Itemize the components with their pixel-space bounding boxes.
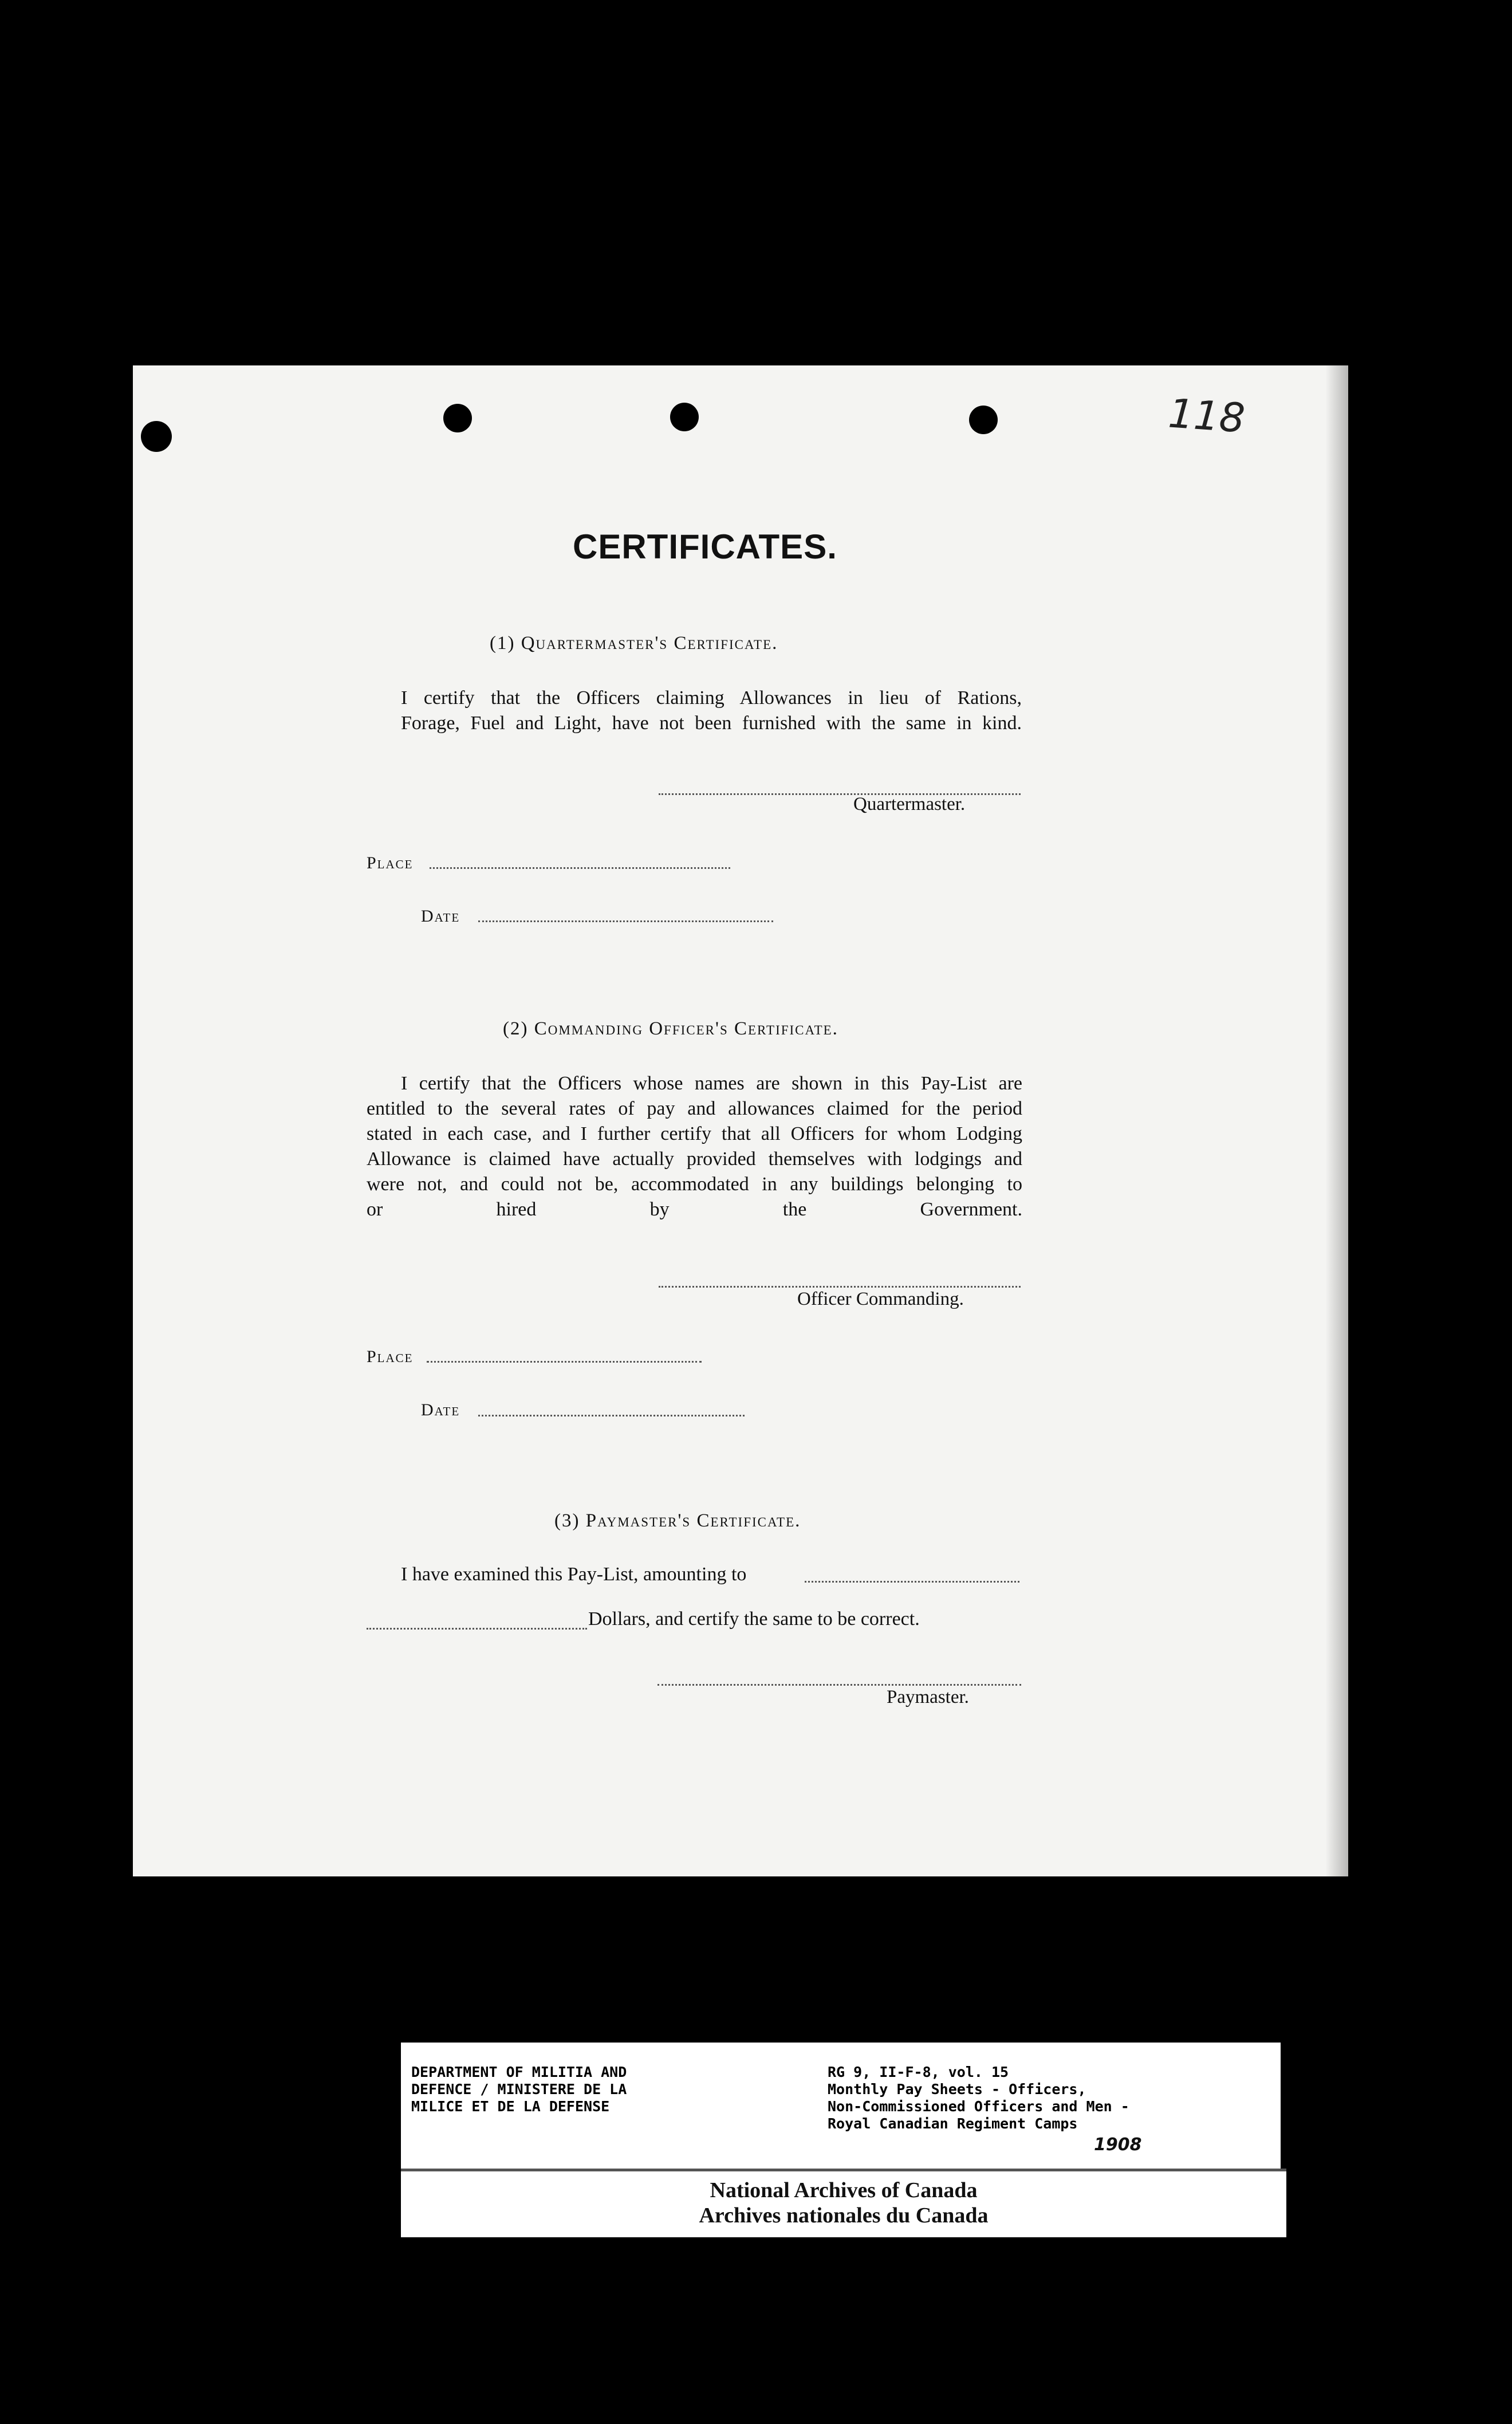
- page-title: CERTIFICATES.: [573, 528, 837, 566]
- label-divider: [401, 2169, 1286, 2171]
- quartermaster-heading: (1) Quartermaster's Certificate.: [490, 633, 778, 654]
- fonds-line: DEPARTMENT OF MILITIA AND: [411, 2064, 627, 2080]
- reference-details: [828, 2064, 1129, 2132]
- paymaster-line-1: I have examined this Pay-List, amounting to: [401, 1564, 747, 1585]
- date-label: Date: [421, 1400, 460, 1419]
- paymaster-heading: (3) Paymaster's Certificate.: [554, 1510, 801, 1531]
- commanding-officer-signature-line: [659, 1286, 1021, 1288]
- text-line: Forage, Fuel and Light, have not been furnished with the same in kind.: [401, 713, 1022, 734]
- date-field[interactable]: [478, 920, 773, 922]
- punch-hole: [443, 404, 472, 432]
- reference-line: Non-Commissioned Officers and Men -: [828, 2098, 1129, 2115]
- place-label: Place: [367, 1347, 414, 1366]
- text-line: I certify that the Officers whose names are shown in this Pay-List are: [401, 1073, 1022, 1094]
- punch-hole: [670, 403, 699, 431]
- text-line: Allowance is claimed have actually provided themselves with lodgings and: [367, 1148, 1022, 1170]
- date-field[interactable]: [478, 1415, 745, 1416]
- page-shadow: [1325, 365, 1348, 1876]
- punch-hole: [141, 421, 172, 452]
- paymaster-role: Paymaster.: [887, 1687, 969, 1707]
- quartermaster-certificate-text: [401, 686, 1022, 736]
- place-label: Place: [367, 853, 414, 872]
- quartermaster-signature-line: [659, 793, 1021, 795]
- commanding-officer-role: Officer Commanding.: [797, 1289, 964, 1309]
- text-line: or hired by the Government.: [367, 1199, 1022, 1220]
- commanding-officer-heading: (2) Commanding Officer's Certificate.: [503, 1018, 838, 1039]
- date-label: Date: [421, 907, 460, 926]
- text-line: I certify that the Officers claiming Allowances in lieu of Rations,: [401, 687, 1022, 709]
- dollars-field[interactable]: [367, 1628, 587, 1630]
- paymaster-line-2: Dollars, and certify the same to be correct.: [588, 1608, 920, 1630]
- text-line: entitled to the several rates of pay and allowances claimed for the period: [367, 1098, 1022, 1119]
- place-field[interactable]: [430, 867, 730, 869]
- quartermaster-role: Quartermaster.: [853, 794, 966, 814]
- reference-line: Royal Canadian Regiment Camps: [828, 2115, 1078, 2132]
- paymaster-signature-line: [657, 1684, 1021, 1686]
- fonds-title: [411, 2064, 627, 2115]
- handwritten-year: 1908: [1094, 2135, 1142, 2155]
- reference-line: Monthly Pay Sheets - Officers,: [828, 2081, 1086, 2098]
- reference-line: RG 9, II-F-8, vol. 15: [828, 2064, 1009, 2080]
- text-line: were not, and could not be, accommodated in any buildings belonging to: [367, 1174, 1022, 1195]
- punch-hole: [969, 406, 998, 434]
- fonds-line: MILICE ET DE LA DEFENSE: [411, 2098, 610, 2115]
- archives-name-en: National Archives of Canada: [710, 2178, 978, 2202]
- text-line: stated in each case, and I further certify that all Officers for whom Lodging: [367, 1123, 1022, 1144]
- fonds-line: DEFENCE / MINISTERE DE LA: [411, 2081, 627, 2098]
- archives-name-fr: Archives nationales du Canada: [699, 2203, 989, 2228]
- place-field[interactable]: [427, 1361, 702, 1363]
- folio-number: 118: [1167, 389, 1247, 442]
- amount-field[interactable]: [805, 1581, 1019, 1583]
- commanding-officer-certificate-text: [367, 1071, 1022, 1222]
